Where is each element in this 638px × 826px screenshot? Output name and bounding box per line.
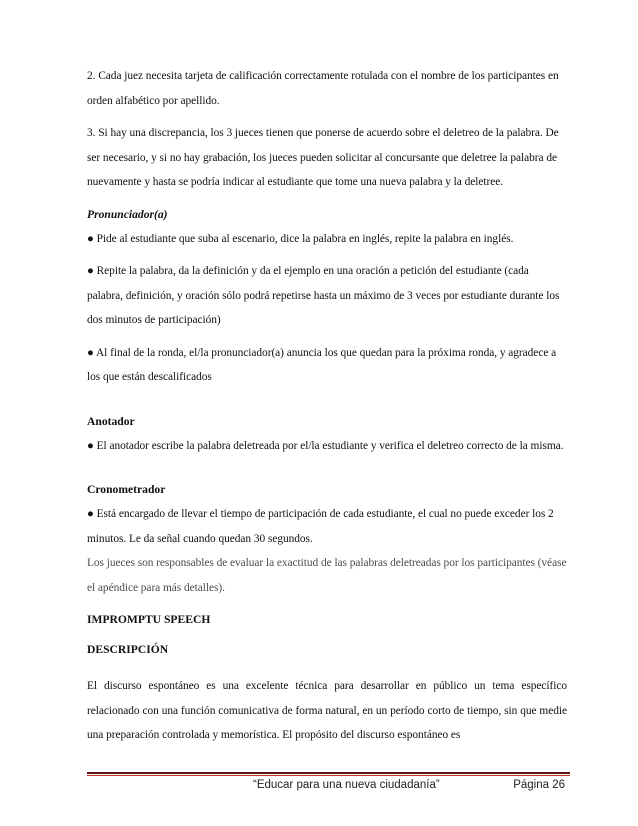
page-footer	[87, 779, 567, 799]
section-gap	[87, 466, 567, 478]
bullet-pronunciador-1: ● Pide al estudiante que suba al escenario, dice la palabra en inglés, repite la palabra en inglés.	[87, 232, 514, 245]
paragraph-judge-card: 2. Cada juez necesita tarjeta de calificación correctamente rotulada con el nombre de los participantes en orden alfabético por apellido.	[87, 70, 559, 107]
paragraph-discrepancy: 3. Si hay una discrepancia, los 3 jueces tienen que ponerse de acuerdo sobre el deletreo de la palabra. De ser necesario, y si no hay grabación, los jueces pueden solicitar al concursante que deletree la palabra de nuevamente y hasta se podría indicar al estudiante que tome una nueva palabra y la deletree.	[87, 127, 559, 188]
heading-pronunciador: Pronunciador(a)	[87, 207, 168, 221]
bullet-anotador-1: ● El anotador escribe la palabra deletreada por el/la estudiante y verifica el deletreo correcto de la misma.	[87, 439, 564, 452]
heading-cronometrador: Cronometrador	[87, 483, 166, 496]
page-number: Página 26	[513, 779, 565, 791]
paragraph-impromptu-body: El discurso espontáneo es una excelente técnica para desarrollar en público un tema específico relacionado con una función comunicativa de forma natural, en un período corto de tiempo, sin que medie una preparación controlada y memorística. El propósito del discurso espontáneo es	[87, 680, 567, 741]
note-judges: Los jueces son responsables de evaluar la exactitud de las palabras deletreadas por los participantes (véase el apéndice para más detalles).	[87, 557, 567, 594]
footer-rule-accent	[87, 775, 570, 776]
heading-anotador: Anotador	[87, 414, 135, 428]
section-gap	[87, 662, 567, 674]
heading-descripcion: DESCRIPCIÓN	[87, 643, 169, 656]
bullet-pronunciador-2: ● Repite la palabra, da la definición y da el ejemplo en una oración a petición del estudiante (cada palabra, definición, y oración sólo podrá repetirse hasta un máximo de 3 veces por estudiante durante los dos minutos de participación)	[87, 265, 560, 326]
bullet-pronunciador-3: ● Al final de la ronda, el/la pronunciador(a) anuncia los que quedan para la próxima ronda, y agradece a los que están descalificados	[87, 346, 557, 383]
bullet-cronometrador-1: ● Está encargado de llevar el tiempo de participación de cada estudiante, el cual no puede exceder los 2 minutos. Le da señal cuando quedan 30 segundos.	[87, 508, 554, 545]
footer-rule	[87, 772, 570, 774]
section-gap	[87, 398, 567, 410]
heading-impromptu: IMPROMPTU SPEECH	[87, 613, 211, 626]
document-body	[87, 64, 567, 756]
footer-motto: “Educar para una nueva ciudadanía”	[253, 779, 440, 791]
